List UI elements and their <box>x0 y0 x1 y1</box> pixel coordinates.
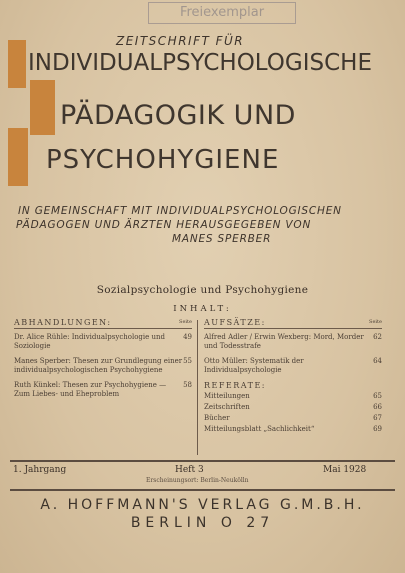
toc-page: 67 <box>373 414 382 422</box>
toc-page: 58 <box>183 381 192 389</box>
section-heading-abhandlungen <box>14 318 192 329</box>
freiexemplar-stamp: Freiexemplar <box>148 2 296 24</box>
editor-line-1: IN GEMEINSCHAFT MIT INDIVIDUALPSYCHOLOGISCHEN <box>18 205 342 217</box>
contents-left-column <box>14 318 192 405</box>
column-divider <box>197 320 198 455</box>
imprint-location: Erscheinungsort: Berlin-Neukölln <box>146 477 249 484</box>
toc-title: Dr. Alice Rühle: Individualpsychologie und Soziologie <box>14 333 166 350</box>
toc-entry <box>14 333 192 351</box>
editor-line-2: PÄDAGOGEN UND ÄRZTEN HERAUSGEGEBEN VON <box>16 219 312 231</box>
toc-title: Zeitschriften <box>204 403 250 411</box>
toc-entry <box>204 414 382 423</box>
orange-letter-block-p1 <box>30 80 55 135</box>
issue-number: Heft 3 <box>175 465 204 475</box>
toc-page: 64 <box>373 357 382 365</box>
orange-letter-block-p2 <box>8 128 28 186</box>
abhandlungen-label: ABHANDLUNGEN: <box>14 318 112 327</box>
orange-letter-block-i <box>8 40 26 88</box>
masthead-line-3: PSYCHOHYGIENE <box>46 145 280 175</box>
section-heading-aufsaetze <box>204 318 382 329</box>
toc-title: Ruth Künkel: Thesen zur Psychohygiene — Zum Liebes- und Eheproblem <box>14 381 167 398</box>
toc-entry <box>204 357 382 375</box>
toc-title: Mitteilungsblatt „Sachlichkeit“ <box>204 425 315 433</box>
toc-entry <box>204 333 382 351</box>
toc-entry <box>204 392 382 401</box>
volume-label: 1. Jahrgang <box>13 465 67 475</box>
toc-title: Bücher <box>204 414 230 422</box>
toc-entry <box>204 403 382 412</box>
toc-entry <box>204 425 382 434</box>
publisher-name: A. HOFFMANN'S VERLAG G.M.B.H. <box>40 497 365 513</box>
masthead-line-2: PÄDAGOGIK UND <box>60 100 296 131</box>
masthead-line-1: INDIVIDUALPSYCHOLOGISCHE <box>28 50 373 76</box>
toc-title: Mitteilungen <box>204 392 250 400</box>
publisher-city: BERLIN O 27 <box>130 515 275 531</box>
footer-bottom-rule <box>10 489 395 491</box>
toc-page: 69 <box>373 425 382 433</box>
section-heading-referate: REFERATE: <box>204 381 266 390</box>
aufsaetze-label: AUFSÄTZE: <box>204 318 266 327</box>
masthead-kicker: ZEITSCHRIFT FÜR <box>116 34 245 48</box>
toc-title: Otto Müller: Systematik der Individualpsychologie <box>204 357 304 374</box>
toc-page: 65 <box>373 392 382 400</box>
seite-label-right: Seite <box>369 319 382 325</box>
toc-title: Manes Sperber: Thesen zur Grundlegung einer individualpsychologischen Psychohygiene <box>14 357 183 374</box>
issue-theme: Sozialpsychologie und Psychohygiene <box>96 284 309 296</box>
issue-date: Mai 1928 <box>323 465 367 475</box>
toc-page: 66 <box>373 403 382 411</box>
editor-name: MANES SPERBER <box>172 233 272 245</box>
toc-entry <box>14 381 192 399</box>
toc-page: 49 <box>183 333 192 341</box>
toc-page: 62 <box>373 333 382 341</box>
footer-top-rule <box>10 460 395 462</box>
toc-entry <box>14 357 192 375</box>
toc-page: 55 <box>183 357 192 365</box>
seite-label-left: Seite <box>179 319 192 325</box>
contents-heading: INHALT: <box>173 304 232 314</box>
toc-title: Alfred Adler / Erwin Wexberg: Mord, Morder und Todesstrafe <box>204 333 364 350</box>
contents-right-column <box>204 318 382 436</box>
